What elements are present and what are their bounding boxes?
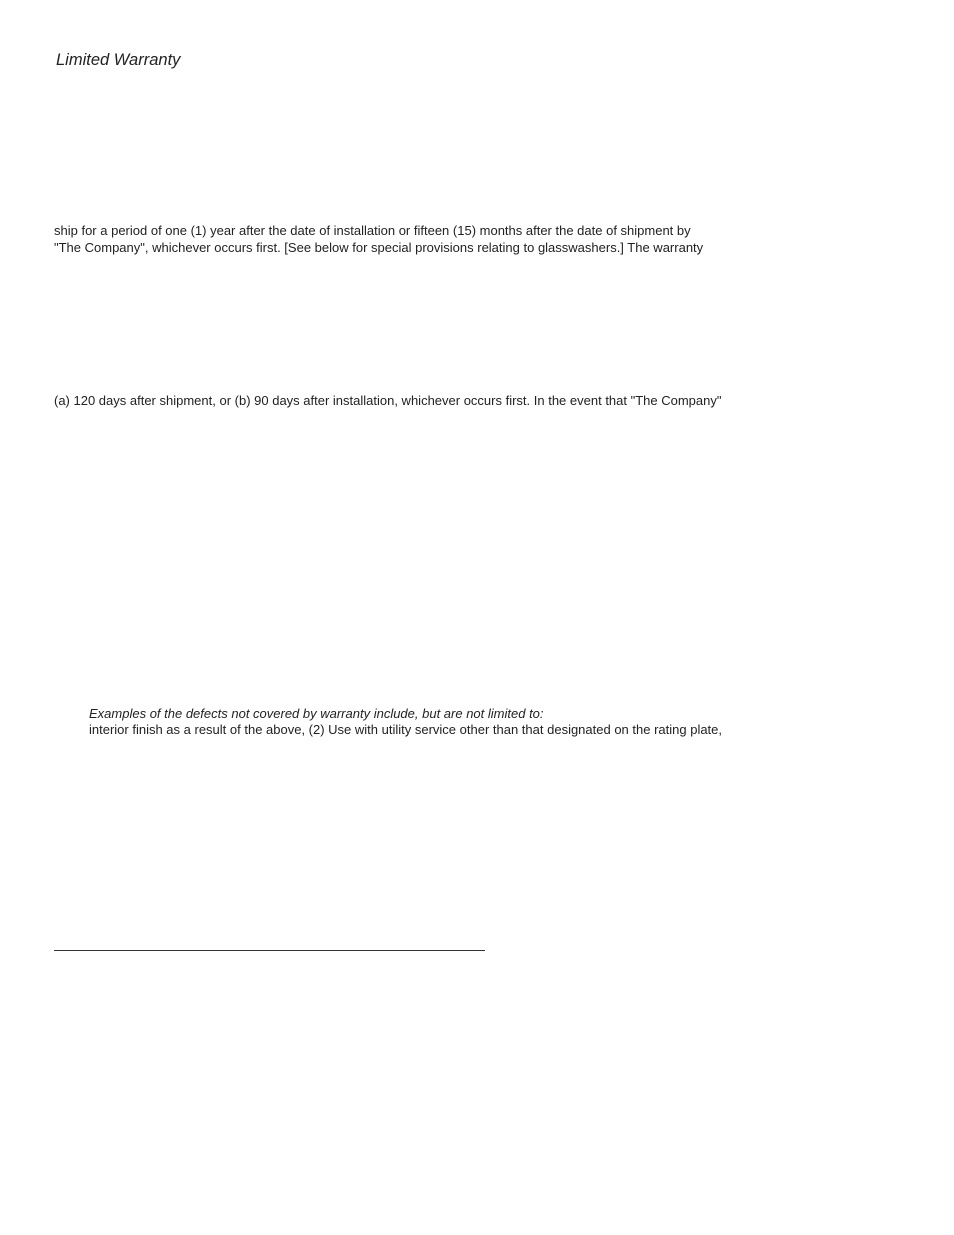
paragraph-1-line-2: "The Company", whichever occurs first. [See below for special provisions relating to glasswashers.] The warranty [54, 240, 704, 255]
footnote-divider [54, 950, 485, 951]
paragraph-2-line-1: (a) 120 days after shipment, or (b) 90 days after installation, whichever occurs first. In the event that "The Company" [54, 393, 722, 408]
page-title: Limited Warranty [56, 51, 181, 69]
paragraph-1-line-1: ship for a period of one (1) year after the date of installation or fifteen (15) months after the date of shipment by [54, 223, 691, 238]
exclusions-line-1: interior finish as a result of the above, (2) Use with utility service other than that designated on the rating plate, [89, 722, 723, 737]
exclusions-heading: Examples of the defects not covered by warranty include, but are not limited to: [89, 706, 544, 721]
